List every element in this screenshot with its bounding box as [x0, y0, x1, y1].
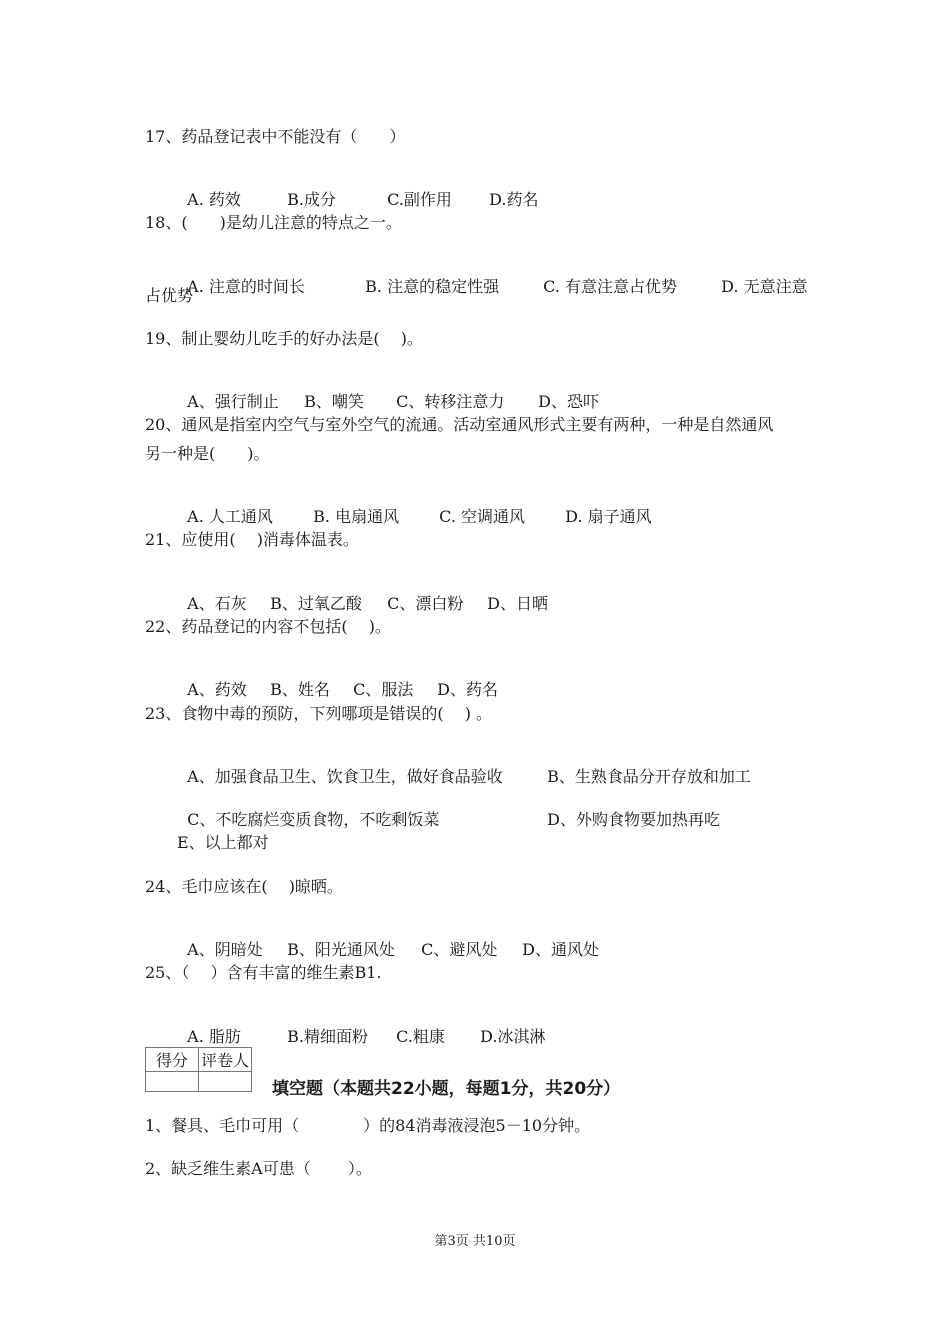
option: A、强行制止	[187, 392, 279, 411]
option: C、转移注意力	[396, 392, 505, 411]
question-24: 24、毛巾应该在( )晾晒。	[145, 877, 343, 896]
question-19-options	[177, 372, 599, 412]
score-cell	[146, 1072, 199, 1092]
option: D、外购食物要加热再吃	[547, 810, 721, 829]
question-25: 25、（ ）含有丰富的维生素B1.	[145, 963, 382, 982]
grader-label: 评卷人	[199, 1048, 252, 1072]
question-20-options	[177, 487, 652, 527]
page-footer: 第3页 共10页	[434, 1234, 516, 1249]
option: D、恐吓	[538, 392, 600, 411]
option: A. 脂肪	[187, 1027, 241, 1046]
question-20: 20、通风是指室内空气与室外空气的流通。活动室通风形式主要有两种，一种是自然通风	[145, 415, 774, 434]
option: A. 药效	[187, 190, 241, 209]
question-18-continuation: 占优势	[145, 286, 194, 305]
question-21: 21、应使用( )消毒体温表。	[145, 530, 359, 549]
option: C. 有意注意占优势	[543, 277, 678, 296]
option: C、不吃腐烂变质食物，不吃剩饭菜	[187, 810, 440, 829]
option: E、以上都对	[177, 833, 269, 852]
question-19: 19、制止婴幼儿吃手的好办法是( )。	[145, 329, 423, 348]
option: A. 注意的时间长	[187, 277, 305, 296]
option: B、嘲笑	[304, 392, 364, 411]
question-17-options	[177, 170, 539, 210]
option: D、药名	[437, 680, 499, 699]
question-18: 18、( )是幼儿注意的特点之一。	[145, 213, 402, 232]
question-22-options	[177, 660, 498, 700]
option: D. 无意注意	[721, 277, 808, 296]
option: C、避风处	[421, 940, 498, 959]
fill-question-2: 2、缺乏维生素A可患（ ）。	[145, 1159, 372, 1178]
fill-question-1: 1、餐具、毛巾可用（ ）的84消毒液浸泡5－10分钟。	[145, 1116, 591, 1135]
option: D. 扇子通风	[565, 507, 652, 526]
option: A、石灰	[187, 594, 247, 613]
option: C、服法	[353, 680, 414, 699]
question-17: 17、药品登记表中不能没有（ ）	[145, 127, 406, 146]
question-20-continuation: 另一种是( )。	[145, 444, 270, 463]
grader-cell	[199, 1072, 252, 1092]
option: D.冰淇淋	[480, 1027, 546, 1046]
option: A. 人工通风	[187, 507, 273, 526]
option: C、漂白粉	[387, 594, 464, 613]
option: D.药名	[489, 190, 539, 209]
option: A、阴暗处	[187, 940, 263, 959]
option: D、日晒	[487, 594, 549, 613]
option: B. 电扇通风	[313, 507, 400, 526]
option: D、通风处	[522, 940, 600, 959]
option: B、过氧乙酸	[270, 594, 362, 613]
question-23-options-row2	[177, 790, 720, 830]
question-25-options	[177, 1007, 546, 1047]
score-label: 得分	[146, 1048, 199, 1072]
question-21-options	[177, 574, 548, 614]
option: B、阳光通风处	[287, 940, 395, 959]
score-table	[145, 1047, 252, 1092]
option: B.精细面粉	[287, 1027, 369, 1046]
option: C.粗康	[396, 1027, 445, 1046]
question-23: 23、食物中毒的预防，下列哪项是错误的( ) 。	[145, 704, 493, 723]
option: B. 注意的稳定性强	[365, 277, 500, 296]
option: A、加强食品卫生、饮食卫生，做好食品验收	[187, 767, 503, 786]
option: A、药效	[187, 680, 247, 699]
question-18-options	[177, 257, 808, 297]
option: C.副作用	[387, 190, 452, 209]
option: B、生熟食品分开存放和加工	[547, 767, 751, 786]
option: B.成分	[287, 190, 337, 209]
question-24-options	[177, 920, 599, 960]
section-title: 填空题（本题共22小题，每题1分，共20分）	[272, 1079, 621, 1099]
question-23-options-row1	[177, 747, 751, 787]
question-22: 22、药品登记的内容不包括( )。	[145, 617, 391, 636]
option: B、姓名	[270, 680, 330, 699]
option: C. 空调通风	[439, 507, 526, 526]
